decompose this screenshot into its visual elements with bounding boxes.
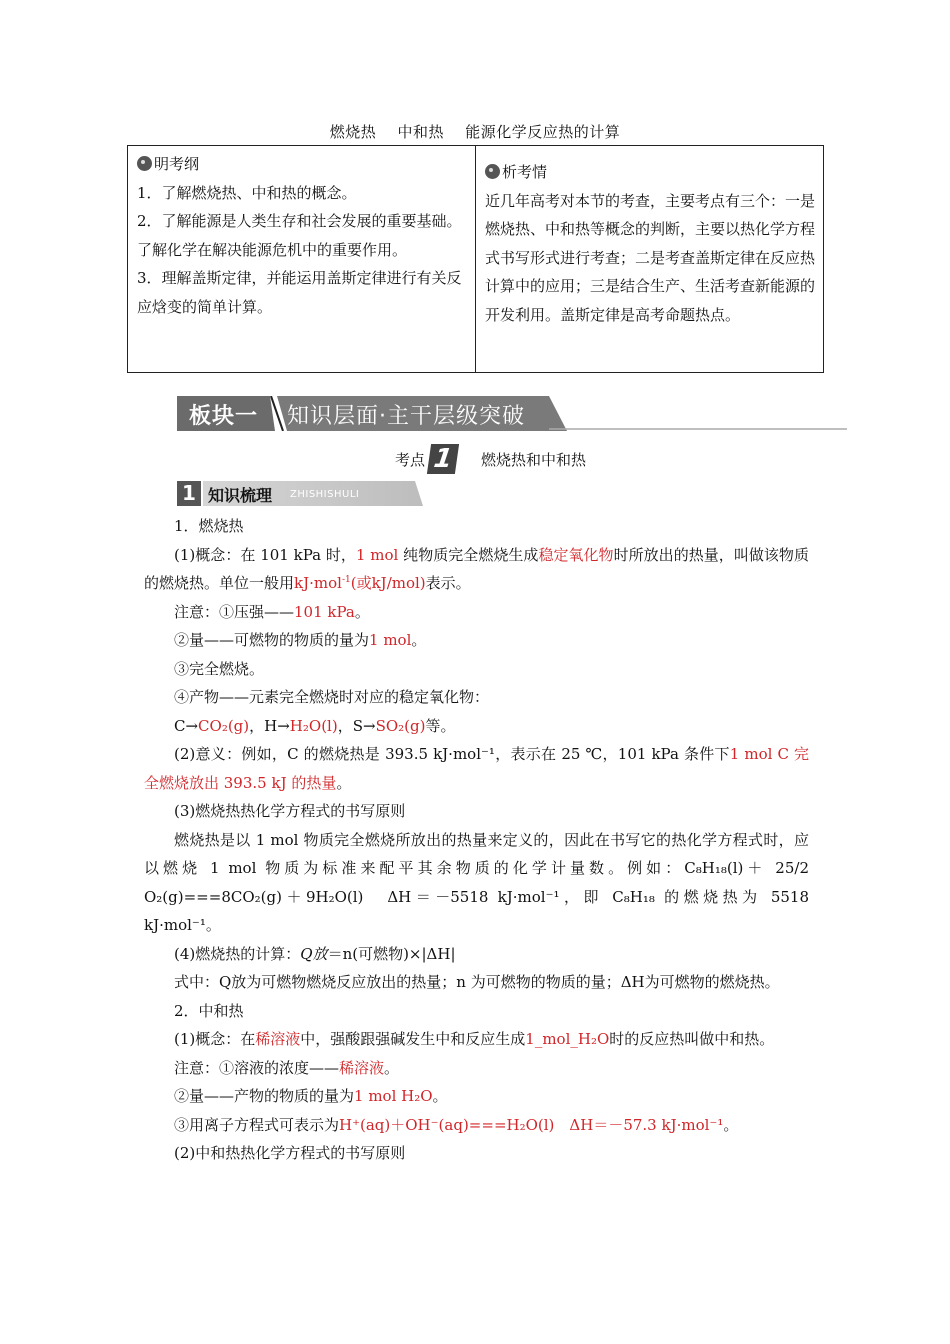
note-line (144, 1082, 809, 1111)
text: (2)意义：例如，C 的燃烧热是 393.5 kJ·mol⁻¹，表示在 25 ℃，101 kPa 条件下 (174, 745, 730, 763)
text: ③用离子方程式可表示为 (174, 1115, 340, 1134)
note-line (144, 598, 809, 627)
writing-principle-paragraph: 燃烧热是以 1 mol 物质完全燃烧所放出的热量来定义的，因此在书写它的热化学方程式时，应以燃烧 1 mol 物质为标准来配平其余物质的化学计量数。例如：C₈H₁₈(l)＋ 25/2 O₂(g)===8CO₂(g)＋9H₂O(l) ΔH＝－5518 kJ·mol⁻¹，即 C₈H₁₈ 的燃烧热为 5518 kJ·mol⁻¹。 (144, 830, 809, 934)
text: 等。 (425, 716, 456, 735)
section-title: 知识梳理 (208, 486, 273, 505)
outline-item: 2．了解能源是人类生存和社会发展的重要基础。了解化学在解决能源危机中的重要作用。 (137, 212, 462, 259)
calculation-line (144, 940, 809, 969)
text: ＝n(可燃物)×|ΔH| (327, 944, 456, 963)
text: ②量——可燃物的物质的量为 (174, 631, 370, 649)
knowledge-section-header (177, 481, 423, 506)
text: 。 (432, 1087, 448, 1105)
highlight: CO₂(g) (198, 716, 250, 735)
banner-title: 知识层面·主干层级突破 (287, 404, 525, 429)
note-line: ④产物——元素完全燃烧时对应的稳定氧化物： (174, 688, 490, 706)
text: 时的反应热叫做中和热。 (609, 1030, 775, 1048)
highlight: SO₂(g) (375, 716, 426, 735)
main-content (144, 512, 809, 1168)
text: 纯物质完全燃烧生成 (398, 545, 539, 564)
text: ，S→ (337, 716, 376, 735)
variable: Q放 (300, 944, 328, 963)
outline-analysis-text: 近几年高考对本节的考查，主要考点有三个：一是燃烧热、中和热等概念的判断，主要以热化学方程式书写形式进行考查；二是考查盖斯定律在反应热计算中的应用；三是结合生产、生活考查新能源的开发利用。盖斯定律是高考命题热点。 (485, 191, 816, 324)
highlight: 1 mol (369, 631, 412, 649)
highlight: 1_mol_H₂O (525, 1030, 610, 1048)
highlight: H₂O(l) (289, 716, 338, 735)
product-equations (144, 712, 809, 741)
note-line: ③完全燃烧。 (174, 659, 265, 678)
text: ②量——产物的物质的量为 (174, 1087, 355, 1105)
highlight: 稳定氧化物 (538, 545, 614, 564)
section-pinyin: ZHISHISHULI (290, 489, 360, 500)
outline-left-cell (128, 146, 476, 373)
topic-prefix: 考点 (395, 450, 426, 469)
text: 。 (336, 773, 352, 792)
highlight: 1 mol (355, 545, 399, 564)
outline-item: 1．了解燃烧热、中和热的概念。 (137, 183, 357, 202)
highlight: 稀溶液 (339, 1058, 385, 1077)
section-number: 1 (182, 481, 196, 505)
highlight: 稀溶液 (255, 1030, 301, 1048)
topic-title: 燃烧热和中和热 (481, 450, 587, 469)
title-part-2: 中和热 (397, 123, 444, 141)
neutralization-concept (144, 1025, 809, 1054)
formula-explanation: 式中：Q放为可燃物燃烧反应放出的热量；n 为可燃物的物质的量；ΔH为可燃物的燃烧热。 (174, 973, 780, 991)
topic-heading (395, 444, 586, 474)
outline-right-heading: 析考情 (502, 163, 548, 181)
concept-paragraph (144, 541, 809, 598)
text: 注意：①压强—— (174, 602, 295, 621)
text: ，H→ (249, 716, 290, 735)
banner-label: 板块一 (189, 404, 259, 429)
text: (1)概念：在 101 kPa 时， (174, 545, 356, 564)
text: C→ (174, 716, 199, 735)
bullet-badge-icon (485, 164, 500, 179)
title-part-3: 能源化学反应热的计算 (465, 123, 621, 141)
outline-left-heading: 明考纲 (154, 155, 200, 173)
highlight: 101 kPa (294, 602, 355, 621)
exam-outline-table (127, 145, 824, 373)
meaning-paragraph (144, 740, 809, 797)
title-part-1: 燃烧热 (329, 123, 377, 141)
heading-neutralization-heat: 2．中和热 (174, 1001, 244, 1020)
highlight: 1 mol H₂O (354, 1087, 433, 1105)
heading-combustion-heat: 1．燃烧热 (174, 517, 244, 535)
note-line (144, 1111, 809, 1140)
subheading: (2)中和热热化学方程式的书写原则 (174, 1144, 406, 1162)
highlight: H⁺(aq)＋OH⁻(aq)===H₂O(l) ΔH＝－57.3 kJ·mol⁻¹ (339, 1115, 724, 1134)
page-title (0, 121, 950, 142)
outline-right-cell (476, 146, 824, 373)
outline-item: 3．理解盖斯定律，并能运用盖斯定律进行有关反应焓变的简单计算。 (137, 269, 462, 316)
text: 时所放出的热量，叫做该物质的燃烧热。单位一般用 (144, 545, 809, 592)
text: 。 (723, 1115, 739, 1134)
highlight: kJ·mol (294, 574, 342, 592)
topic-number: 1 (427, 444, 459, 474)
text: 表示。 (425, 574, 471, 592)
subheading: (3)燃烧热热化学方程式的书写原则 (174, 802, 406, 820)
text: (1)概念：在 (174, 1030, 256, 1048)
text: 中，强酸跟强碱发生中和反应生成 (300, 1030, 526, 1048)
highlight: (或kJ/mol) (350, 574, 426, 592)
bullet-badge-icon (137, 156, 152, 171)
superscript: -1 (341, 575, 351, 585)
highlight: 1 mol C 完全燃烧放出 393.5 kJ 的热量 (144, 745, 809, 792)
section-banner (177, 396, 847, 431)
text: 。 (354, 602, 370, 621)
text: 。 (384, 1058, 400, 1077)
note-line (144, 1054, 809, 1083)
text: 注意：①溶液的浓度—— (174, 1058, 340, 1077)
text: (4)燃烧热的计算： (174, 944, 301, 963)
text: 。 (411, 631, 427, 649)
note-line (144, 626, 809, 655)
